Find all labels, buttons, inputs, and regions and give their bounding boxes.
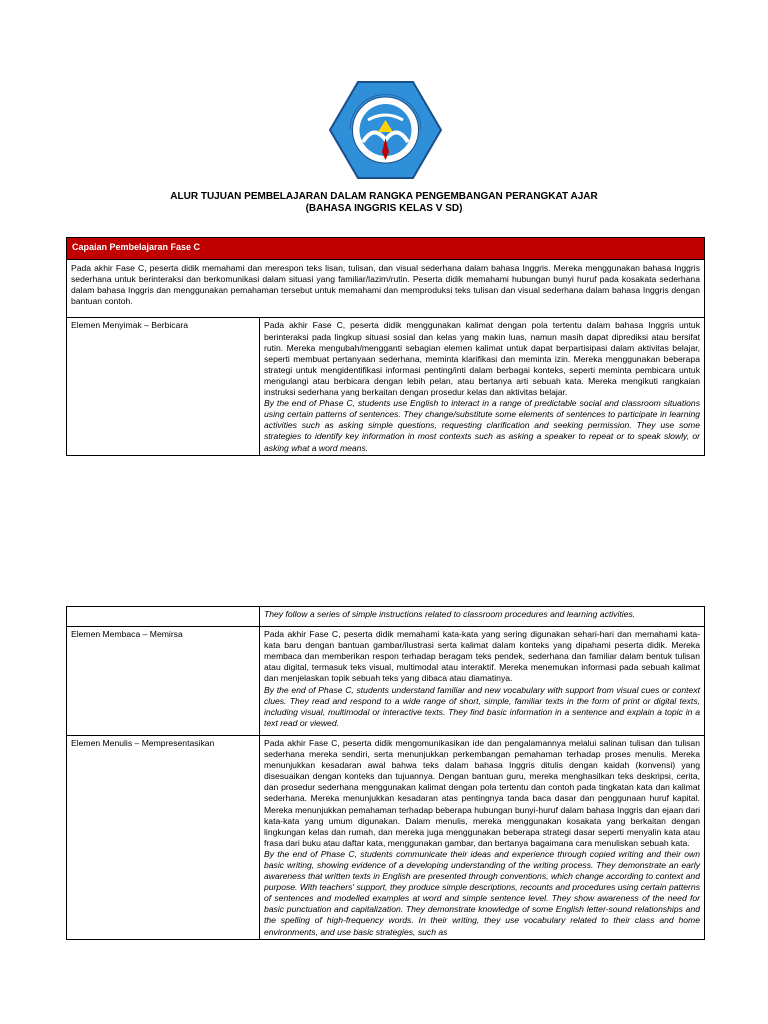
cp-summary-row [67, 260, 705, 318]
element-text-en: By the end of Phase C, students communicate their ideas and experience through copied writing and their own basic writing, showing evidence of a developing understanding of the writing process. They demonstrate an early awareness that written texts in English are presented through conventions, which change according to context and purpose. With teachers' support, they produce simple descriptions, recounts and procedures using certain patterns of sentences and modelled examples at word and simple sentence level. They show awareness of the need for basic punctuation and capitalization. They demonstrate knowledge of some English letter-sound relationships and the spelling of high-frequency words. In their writing, they use vocabulary related to their class and home environments, and use basic strategies, such as [264, 848, 700, 937]
element-name: Elemen Menulis – Mempresentasikan [67, 735, 260, 939]
cp-header-cell: Capaian Pembelajaran Fase C [67, 238, 705, 260]
element-row [67, 607, 705, 627]
element-text-en: They follow a series of simple instructions related to classroom procedures and learning activities. [264, 609, 636, 619]
element-row [67, 318, 705, 455]
document-subtitle: (BAHASA INGGRIS KELAS V SD) [305, 203, 463, 214]
element-text-en: By the end of Phase C, students use English to interact in a range of predictable social and classroom situations using certain patterns of sentences. They change/substitute some elements of sentences to participate in learning activities such as asking simple questions, requesting clarification and seeking permission. They use some strategies to identify key information in most contexts such as asking a speaker to repeat or to speak slowly, or asking what a word means. [264, 398, 700, 453]
element-row [67, 627, 705, 736]
element-text-en: By the end of Phase C, students understand familiar and new vocabulary with support from visual cues or context clues. They read and respond to a wide range of short, simple, familiar texts in the form of print or digital texts, including visual, multimodal or interactive texts. They find basic information in a sentence and explain a topic in a text read or viewed. [264, 684, 700, 728]
element-description [260, 607, 705, 627]
element-name [67, 607, 260, 627]
element-description [260, 735, 705, 939]
element-name: Elemen Membaca – Memirsa [67, 627, 260, 736]
tut-wuri-handayani-logo [328, 80, 443, 180]
cp-summary-text: Pada akhir Fase C, peserta didik memahami dan merespon teks lisan, tulisan, dan visual sederhana dalam bahasa Inggris. Mereka menggunakan bahasa Inggris sederhana untuk berinteraksi dan berkomunikasi dalam situasi yang familiar/lazim/rutin. Peserta didik memahami hubungan bunyi huruf pada kosakata sederhana dalam bahasa Inggris dan menggunakan pemahaman tersebut untuk memahami dan memproduksi teks tulisan dan visual sederhana dalam bahasa Inggris dengan bantuan contoh. [67, 260, 705, 318]
element-description [260, 627, 705, 736]
cp-table-page1 [66, 237, 705, 456]
element-name: Elemen Menyimak – Berbicara [67, 318, 260, 455]
document-title: ALUR TUJUAN PEMBELAJARAN DALAM RANGKA PENGEMBANGAN PERANGKAT AJAR [170, 191, 598, 202]
element-row [67, 735, 705, 939]
element-description [260, 318, 705, 455]
cp-table-page2 [66, 606, 705, 940]
element-text-id: Pada akhir Fase C, peserta didik mengomunikasikan ide dan pengalamannya melalui salinan tulisan dan tulisan sederhana mereka sendiri, serta menunjukkan perkembangan pemahaman terhadap proses menulis. Mereka menunjukkan kesadaran awal bahwa teks dalam bahasa Inggris ditulis dengan kaidah (konvensi) yang disesuaikan dengan konteks dan tujuannya. Dengan bantuan guru, mereka menghasilkan teks deskripsi, cerita, dan prosedur sederhana menggunakan kalimat dengan pola tertentu dan contoh pada tingkatan kata dan kalimat sederhana. Mereka menunjukkan kesadaran atas pentingnya tanda baca dasar dan penggunaan huruf kapital. Mereka menunjukkan pemahaman terhadap beberapa hubungan bunyi-huruf dalam bahasa Inggris dan ejaan dari kata-kata yang umum digunakan. Dalam menulis, mereka menggunakan kosakata yang berkaitan dengan lingkungan kelas dan rumah, dan mereka juga menggunakan beberapa strategi dasar seperti menyalin kata atau frasa dari buku atau daftar kata, menggunakan gambar, dan bertanya bagaimana cara menuliskan sebuah kata. [264, 737, 700, 848]
element-text-id: Pada akhir Fase C, peserta didik menggunakan kalimat dengan pola tertentu dalam bahasa Inggris untuk berinteraksi pada lingkup situasi sosial dan kelas yang makin luas, namun masih dapat diprediksi atau bersifat rutin. Mereka mengubah/mengganti sebagian elemen kalimat untuk dapat berpartisipasi dalam aktivitas belajar, seperti membuat pertanyaan sederhana, meminta klarifikasi dan meminta izin. Mereka menggunakan beberapa strategi untuk mengidentifikasi informasi penting/inti dalam berbagai konteks, seperti meminta pembicara untuk mengulangi atau berbicara dengan lebih pelan, atau bertanya arti sebuah kata. Mereka mengikuti rangkaian instruksi sederhana yang berkaitan dengan prosedur kelas dan aktivitas belajar. [264, 320, 700, 398]
cp-header-row [67, 238, 705, 260]
page2-viewport [0, 606, 768, 1024]
element-text-id: Pada akhir Fase C, peserta didik memahami kata-kata yang sering digunakan sehari-hari dan memahami kata-kata baru dengan bantuan gambar/ilustrasi serta kalimat dalam konteks yang dipahami peserta didik. Mereka membaca dan memberikan respon terhadap beragam teks pendek, sederhana dan familiar dalam bentuk tulisan atau digital, termasuk teks visual, multimodal atau interaktif. Mereka menemukan informasi pada sebuah kalimat dan menjelaskan topik sebuah teks yang dibaca atau diamatinya. [264, 629, 700, 684]
